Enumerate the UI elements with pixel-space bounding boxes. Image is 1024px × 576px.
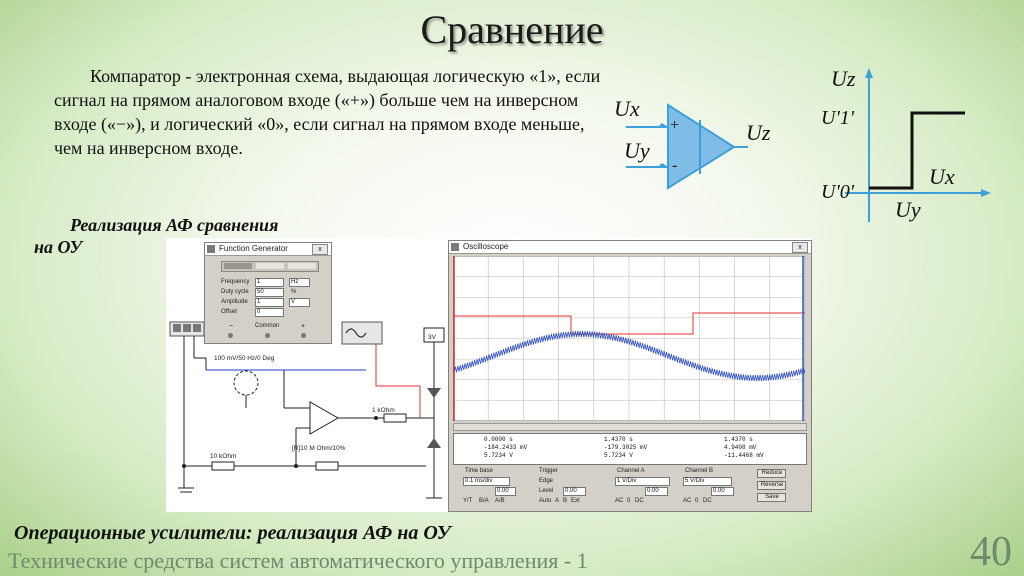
vb2-value: 5.7234 V	[604, 452, 633, 459]
trigger-level-value[interactable]: 0.00	[563, 487, 586, 496]
low-level-label: U'0'	[821, 181, 854, 203]
save-button[interactable]: Save	[757, 493, 786, 502]
trigger-auto[interactable]: Auto	[539, 498, 552, 504]
opamp-diagram	[606, 90, 796, 198]
x-axis-label: Ux	[929, 164, 955, 189]
timebase-mode-ab[interactable]: A/B	[495, 498, 505, 504]
r2-label: 1 kOhm	[372, 407, 395, 414]
plus-terminal[interactable]	[301, 333, 306, 338]
vb1-value: 5.7234 V	[484, 452, 513, 459]
source-label: 100 mV/50 Hz/0 Deg	[214, 355, 275, 362]
y-axis-label: Uz	[831, 66, 856, 91]
common-terminal[interactable]	[265, 333, 270, 338]
impl-line-2: на ОУ	[34, 237, 82, 257]
channel-a-dc[interactable]: DC	[635, 498, 644, 504]
dvb-value: -11.4468 mV	[724, 452, 764, 459]
timebase-mode-ba[interactable]: B/A	[479, 498, 489, 504]
input-minus-label: Uy	[624, 138, 650, 163]
input-plus-label: Ux	[614, 96, 640, 121]
bottom-caption: Операционные усилители: реализация АФ на ОУ	[14, 522, 451, 544]
channel-a-zero[interactable]: 0	[627, 498, 631, 504]
high-level-label: U'1'	[821, 107, 854, 129]
plus-sign: +	[670, 117, 680, 134]
dt-value: 1.4370 s	[724, 436, 753, 443]
channel-a-ac[interactable]: AC	[615, 498, 624, 504]
channel-b-ac[interactable]: AC	[683, 498, 692, 504]
timebase-label: Time base	[465, 468, 493, 474]
output-label: Uz	[746, 120, 771, 145]
sine-wave-icon[interactable]	[224, 263, 252, 269]
duty-unit: %	[291, 289, 297, 295]
offset-field[interactable]: 0	[255, 308, 284, 317]
simulation-screenshot	[166, 238, 812, 512]
reduce-button[interactable]: Reduce	[757, 469, 786, 478]
minus-sign: -	[672, 157, 678, 174]
fg-titlebar[interactable]	[205, 243, 331, 256]
channel-b-scale[interactable]: 5 V/Div	[683, 477, 732, 486]
timebase-scale[interactable]: 0.1 ms/div	[463, 477, 510, 486]
osc-title: Oscilloscope	[463, 242, 509, 251]
fg-row-0: Frequency	[221, 279, 250, 285]
channel-b-zero[interactable]: 0	[695, 498, 699, 504]
plus-terminal-label: +	[301, 323, 306, 330]
t2-value: 1.4370 s	[604, 436, 633, 443]
minus-terminal[interactable]	[228, 333, 233, 338]
transfer-characteristic	[815, 62, 995, 224]
t1-value: 0.0000 s	[484, 436, 513, 443]
threshold-label: Uy	[895, 197, 921, 222]
frequency-unit[interactable]: Hz	[289, 278, 310, 287]
close-button[interactable]: x	[792, 242, 808, 253]
horizontal-scrollbar[interactable]	[453, 423, 807, 431]
common-terminal-label: Common	[255, 323, 280, 329]
measurement-readout	[453, 433, 807, 465]
channel-a-label: Channel A	[617, 468, 645, 474]
fg-row-2: Amplitude	[221, 299, 248, 305]
minus-terminal-label: −	[229, 323, 234, 330]
fg-row-3: Offset	[221, 309, 237, 315]
frequency-field[interactable]: 1	[255, 278, 284, 287]
channel-a-ypos[interactable]: 0.00	[645, 487, 668, 496]
window-icon	[451, 243, 459, 251]
r1-label: 10 kOhm	[210, 453, 237, 460]
amplitude-unit[interactable]: V	[289, 298, 310, 307]
oscilloscope-screen	[453, 256, 805, 421]
supply-label: 3V	[428, 334, 436, 341]
oscilloscope-window[interactable]	[448, 240, 812, 512]
channel-a-scale[interactable]: 1 V/Div	[615, 477, 670, 486]
trigger-ext[interactable]: Ext	[571, 498, 580, 504]
slide-title: Сравнение	[420, 7, 604, 52]
amplitude-field[interactable]: 1	[255, 298, 284, 307]
channel-b-label: Channel B	[685, 468, 714, 474]
trigger-edge: Edge	[539, 478, 554, 484]
square-wave-icon[interactable]	[288, 263, 316, 269]
fg-row-1: Duty cycle	[221, 289, 249, 295]
channel-b-dc[interactable]: DC	[703, 498, 712, 504]
reverse-button[interactable]: Reverse	[757, 481, 786, 490]
trigger-label: Trigger	[539, 468, 558, 474]
channel-b-ypos[interactable]: 0.00	[711, 487, 734, 496]
va1-value: -184.2433 mV	[484, 444, 528, 451]
timebase-xpos[interactable]: 0.00	[495, 487, 516, 496]
va2-value: -179.3025 mV	[604, 444, 648, 451]
function-generator-window[interactable]	[204, 242, 332, 344]
opamp-label: [R]10 M Ohm/10%	[292, 445, 346, 452]
fg-title: Function Generator	[219, 244, 288, 253]
trigger-b[interactable]: B	[563, 498, 568, 504]
dva-value: 4.9408 mV	[724, 444, 757, 451]
definition-text: Компаратор - электронная схема, выдающая логическую «1», если сигнал на прямом аналоговом входе («+») больше чем на инверсном входе («−»), и логический «0», если сигнал на прямом входе меньше, чем на инверсном входе.	[54, 66, 601, 158]
trigger-level: Level	[539, 488, 554, 494]
duty-cycle-field[interactable]: 50	[255, 288, 284, 297]
window-icon	[207, 245, 215, 253]
triangle-wave-icon[interactable]	[256, 263, 284, 269]
footer-text: Технические средства систем автоматического управления - 1	[8, 548, 588, 573]
osc-titlebar[interactable]	[449, 241, 811, 254]
slide-number: 40	[970, 529, 1012, 575]
comparator-definition	[54, 64, 614, 160]
impl-line-1: Реализация АФ сравнения	[70, 215, 279, 235]
timebase-mode-yt[interactable]: Y/T	[463, 498, 473, 504]
trigger-a[interactable]: A	[555, 498, 560, 504]
waveform-selector[interactable]	[221, 261, 319, 272]
close-button[interactable]: x	[312, 244, 328, 255]
